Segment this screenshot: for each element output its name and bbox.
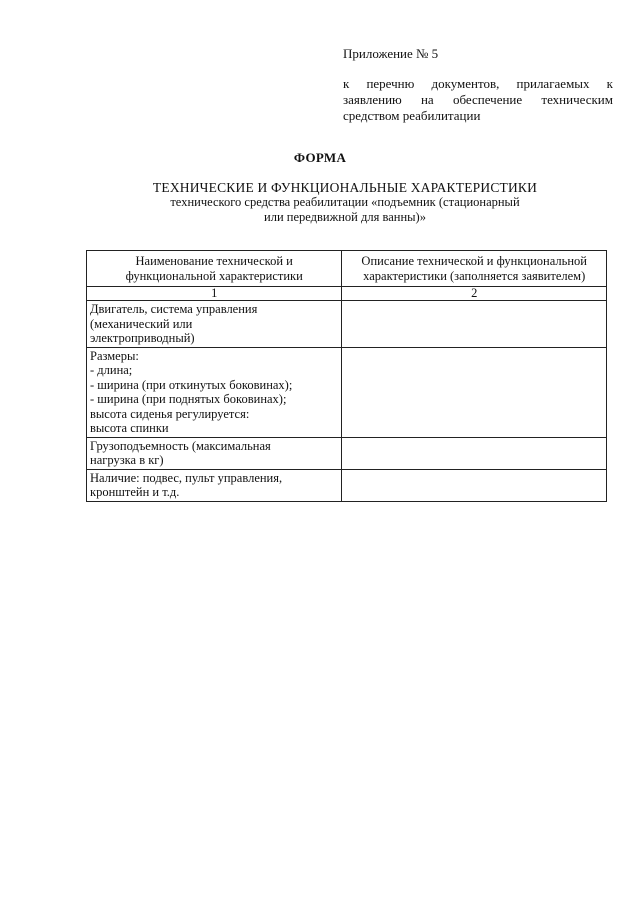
- appendix-block: [343, 46, 613, 124]
- row-name-cell: [87, 301, 342, 348]
- row-value-cell[interactable]: [342, 469, 607, 501]
- heading-line-3: или передвижной для ванны)»: [264, 210, 426, 224]
- row-name-line: Двигатель, система управления: [90, 302, 258, 316]
- row-name-line: Наличие: подвес, пульт управления,: [90, 470, 283, 485]
- row-name-cell: [87, 437, 342, 469]
- row-name-line: - ширина (при откинутых боковинах);: [90, 377, 293, 392]
- row-name-line: высота сиденья регулируется:: [90, 406, 250, 421]
- form-label: ФОРМА: [293, 150, 347, 165]
- table-row: [87, 301, 607, 348]
- table-row: [87, 347, 607, 437]
- characteristics-table: [86, 250, 607, 502]
- heading-line-2: технического средства реабилитации «подъемник (стационарный: [170, 195, 520, 209]
- table-row: [87, 437, 607, 469]
- row-name-line: (механический или: [90, 316, 193, 331]
- row-name-cell: [87, 469, 342, 501]
- row-name-line: электроприводный): [90, 331, 195, 345]
- header-characteristic-description: Описание технической и функциональной характеристики (заполняется заявителем): [342, 251, 607, 287]
- row-name-line: - ширина (при поднятых боковинах);: [90, 392, 287, 406]
- document-heading: [110, 180, 580, 225]
- appendix-note: к перечню документов, прилагаемых к заявлению на обеспечение техническим средством реабилитации: [343, 76, 613, 123]
- row-name-line: нагрузка в кг): [90, 453, 164, 467]
- column-number-row: [87, 287, 607, 301]
- row-value-cell[interactable]: [342, 301, 607, 348]
- column-number-1: 1: [87, 287, 342, 301]
- table-row: [87, 469, 607, 501]
- row-name-line: - длина;: [90, 363, 133, 377]
- column-number-2: 2: [342, 287, 607, 301]
- row-value-cell[interactable]: [342, 437, 607, 469]
- row-name-line: Размеры:: [90, 348, 139, 363]
- table-header-row: [87, 251, 607, 287]
- row-name-line: Грузоподъемность (максимальная: [90, 438, 271, 453]
- heading-line-1: ТЕХНИЧЕСКИЕ И ФУНКЦИОНАЛЬНЫЕ ХАРАКТЕРИСТИКИ: [152, 180, 538, 195]
- row-name-line: высота спинки: [90, 421, 169, 435]
- row-name-cell: [87, 347, 342, 437]
- appendix-title: Приложение № 5: [343, 46, 439, 61]
- row-value-cell[interactable]: [342, 347, 607, 437]
- row-name-line: кронштейн и т.д.: [90, 485, 180, 499]
- header-characteristic-name: Наименование технической и функциональной характеристики: [87, 251, 342, 287]
